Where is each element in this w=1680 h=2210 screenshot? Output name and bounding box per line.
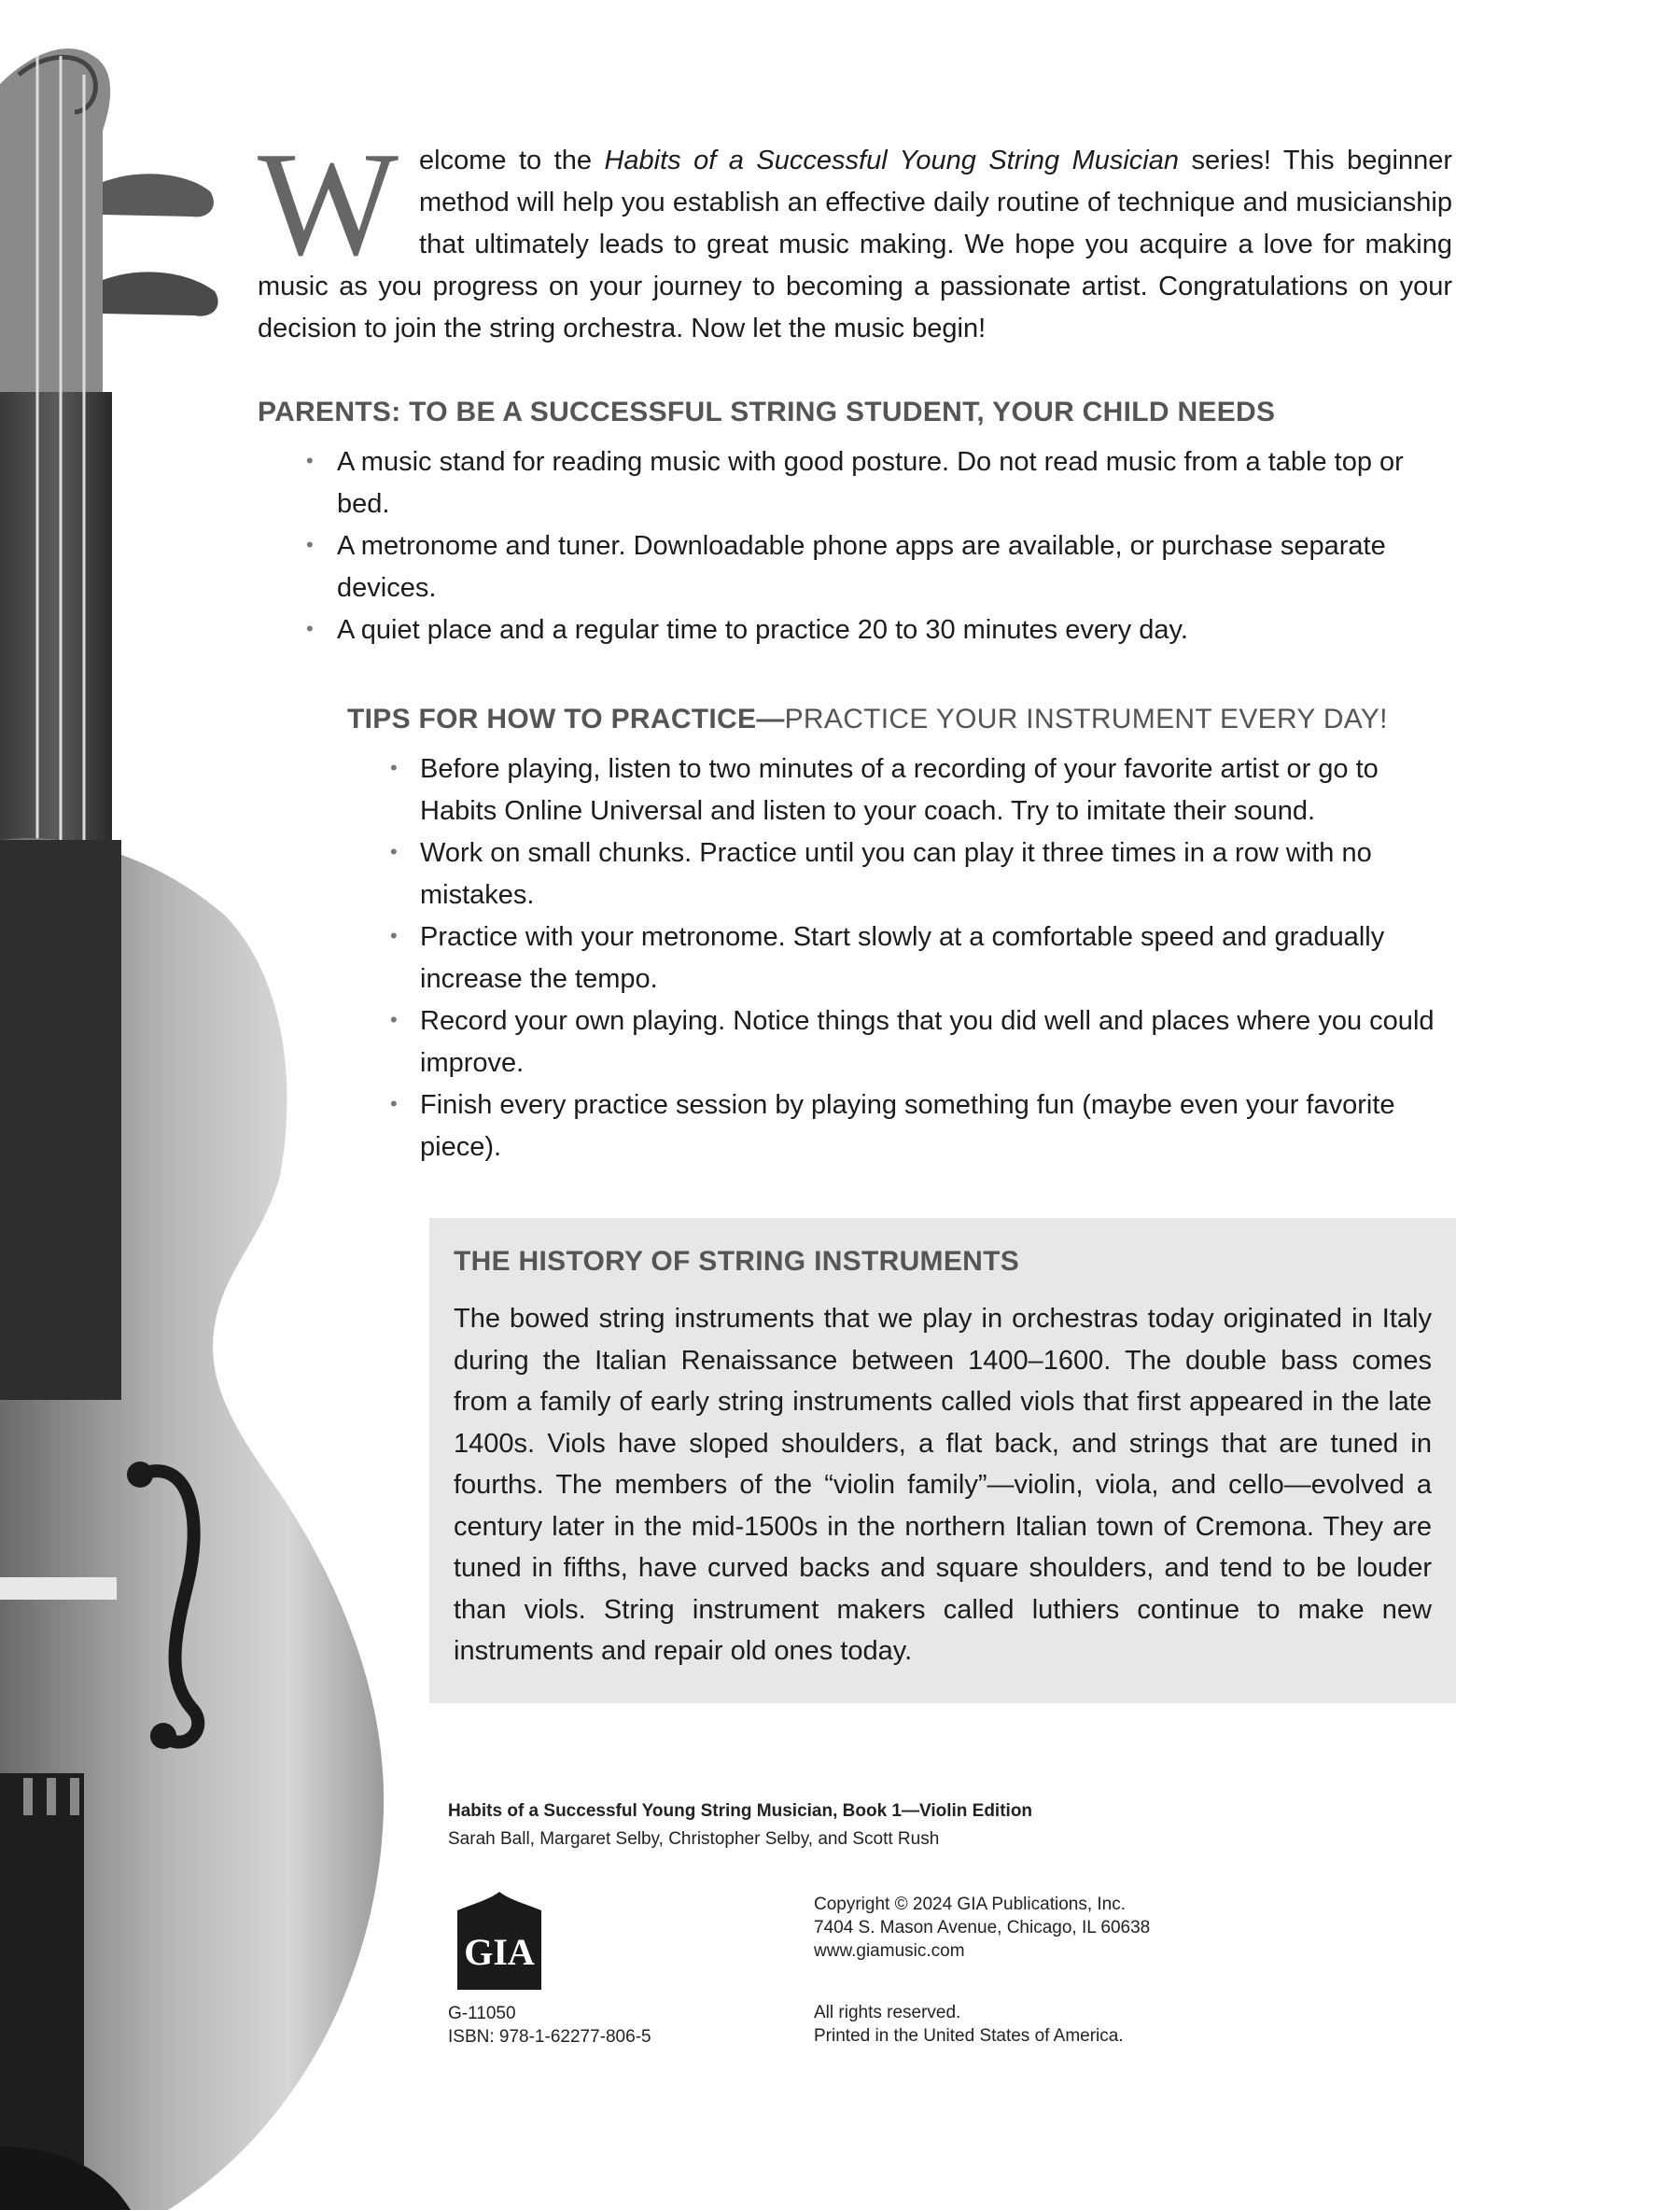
list-item	[347, 748, 1452, 832]
list-item-text: Record your own playing. Notice things that you did well and places where you could improve.	[420, 1006, 1435, 1078]
catalog-code: G-11050	[448, 2004, 516, 2023]
rights-reserved: All rights reserved.	[814, 2003, 961, 2022]
intro-text-rest: series! This beginner method will help you establish an effective daily routine of technique and musicianship that ultimately leads to great music making. We hope you acquire a love for making music as you progress on your journey to becoming a passionate artist. Congratulations on your decision to join the string orchestra. Now let the music begin!	[258, 146, 1453, 343]
list-item-text: Work on small chunks. Practice until you can play it three times in a row with no mistakes.	[420, 838, 1372, 910]
list-item-text: A metronome and tuner. Downloadable phone apps are available, or purchase separate devices.	[337, 531, 1386, 603]
tips-heading-light: PRACTICE YOUR INSTRUMENT EVERY DAY!	[784, 704, 1388, 734]
publication-codes	[448, 2002, 651, 2049]
address: 7404 S. Mason Avenue, Chicago, IL 60638	[814, 1918, 1151, 1937]
bullet-icon: •	[390, 1008, 398, 1031]
bullet-icon: •	[390, 756, 398, 779]
book-title: Habits of a Successful Young String Musician, Book 1—Violin Edition	[448, 1801, 1033, 1821]
printed-in: Printed in the United States of America.	[814, 2026, 1124, 2046]
list-item	[347, 916, 1452, 1000]
bullet-icon: •	[306, 617, 314, 640]
bullet-icon: •	[390, 924, 398, 947]
drop-cap: W	[258, 120, 399, 287]
bullet-icon: •	[306, 533, 314, 556]
rights-info	[814, 2001, 1124, 2048]
parents-section	[258, 397, 1452, 651]
parents-list	[258, 441, 1452, 651]
list-item-text: Before playing, listen to two minutes of a recording of your favorite artist or go to Habits Online Universal and listen to your coach. Try to imitate their sound.	[420, 754, 1379, 826]
copyright: Copyright © 2024 GIA Publications, Inc.	[814, 1895, 1127, 1914]
parents-heading: PARENTS: TO BE A SUCCESSFUL STRING STUDENT, YOUR CHILD NEEDS	[258, 397, 1276, 427]
publisher-info	[814, 1893, 1150, 1963]
tips-list	[347, 748, 1452, 1168]
list-item	[347, 832, 1452, 916]
gia-logo	[448, 1892, 551, 1990]
list-item-text: Practice with your metronome. Start slowly at a comfortable speed and gradually increase the tempo.	[420, 922, 1385, 994]
tips-heading-bold: TIPS FOR HOW TO PRACTICE—	[347, 704, 785, 734]
list-item-text: A music stand for reading music with good posture. Do not read music from a table top or bed.	[337, 447, 1404, 519]
intro-text-start: elcome to the	[419, 146, 605, 175]
bullet-icon: •	[390, 840, 398, 863]
website: www.giamusic.com	[814, 1941, 965, 1961]
book-authors: Sarah Ball, Margaret Selby, Christopher Selby, and Scott Rush	[448, 1829, 940, 1849]
list-item-text: Finish every practice session by playing something fun (maybe even your favorite piece).	[420, 1090, 1395, 1162]
isbn: ISBN: 978-1-62277-806-5	[448, 2027, 651, 2047]
history-body: The bowed string instruments that we play in orchestras today originated in Italy during the Italian Renaissance between 1400–1600. The double bass comes from a family of early string instruments called viols that first appeared in the late 1400s. Viols have sloped shoulders, a flat back, and strings that are tuned in fourths. The members of the “violin family”—violin, viola, and cello—evolved a century later in the mid-1500s in the northern Italian town of Cremona. They are tuned in fifths, have curved backs and square shoulders, and tend to be louder than viols. String instrument makers called luthiers continue to make new instruments and repair old ones today.	[454, 1304, 1432, 1666]
bullet-icon: •	[390, 1092, 398, 1115]
list-item-text: A quiet place and a regular time to practice 20 to 30 minutes every day.	[337, 615, 1188, 645]
list-item	[258, 525, 1452, 609]
list-item	[347, 1000, 1452, 1084]
list-item	[258, 609, 1452, 651]
history-box	[429, 1218, 1456, 1703]
tips-heading	[347, 704, 1452, 735]
intro-paragraph	[258, 120, 1453, 350]
logo-text: GIA	[464, 1931, 535, 1973]
bullet-icon: •	[306, 449, 314, 472]
tips-section	[347, 704, 1452, 1168]
list-item	[258, 441, 1452, 525]
main-content	[258, 120, 1453, 1168]
history-heading: THE HISTORY OF STRING INSTRUMENTS	[454, 1246, 1020, 1277]
series-title: Habits of a Successful Young String Musician	[604, 146, 1180, 175]
list-item	[347, 1084, 1452, 1168]
